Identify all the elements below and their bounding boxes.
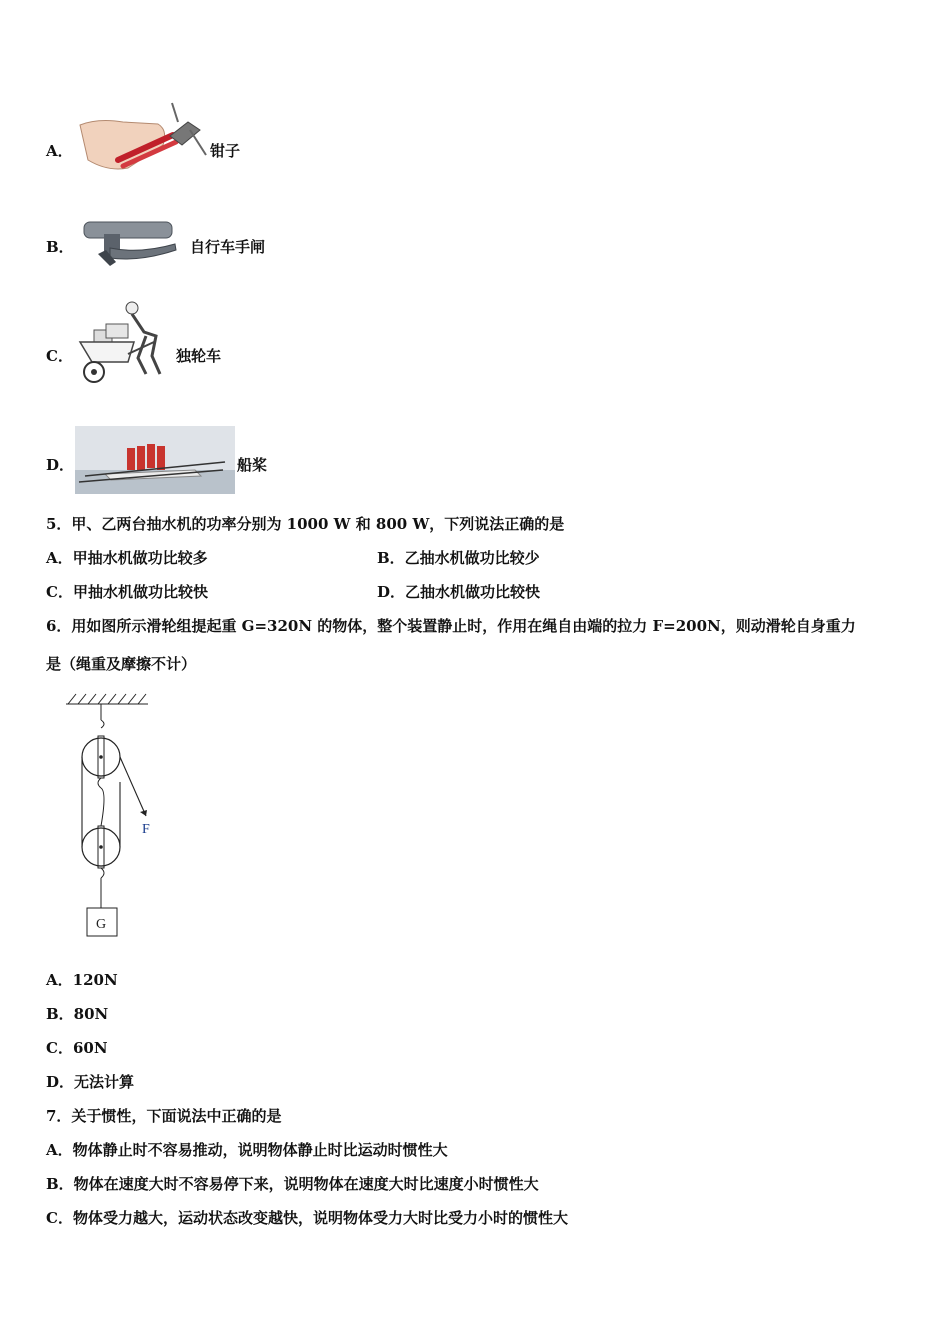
q6-option-b: B．80N <box>46 1005 109 1023</box>
q6-option-d: D．无法计算 <box>46 1073 135 1091</box>
option-letter: A． <box>46 142 73 160</box>
q7-stem: 7．关于惯性，下面说法中正确的是 <box>46 1107 282 1125</box>
q5-option-b: B．乙抽水机做功比较少 <box>377 549 540 567</box>
option-letter: B． <box>46 238 74 256</box>
weight-label: G <box>96 917 107 932</box>
option-caption: 船桨 <box>237 456 268 474</box>
rowing-oars-icon <box>75 426 235 494</box>
q5-option-c: C．甲抽水机做功比较快 <box>46 583 208 601</box>
q5-option-d: D．乙抽水机做功比较快 <box>377 583 541 601</box>
pulley-system-diagram <box>60 690 170 945</box>
option-caption: 自行车手闸 <box>190 238 266 256</box>
option-letter: D． <box>46 456 75 474</box>
option-caption: 钳子 <box>210 142 241 160</box>
wheelbarrow-icon <box>74 296 174 386</box>
bicycle-brake-icon <box>80 218 180 270</box>
pliers-icon <box>78 100 208 175</box>
q6-option-c: C．60N <box>46 1039 108 1057</box>
q7-option-c: C．物体受力越大，运动状态改变越快，说明物体受力大时比受力小时的惯性大 <box>46 1209 568 1227</box>
q6-stem-line2: 是（绳重及摩擦不计） <box>46 655 197 673</box>
force-label: F <box>142 822 150 837</box>
q7-option-b: B．物体在速度大时不容易停下来，说明物体在速度大时比速度小时惯性大 <box>46 1175 539 1193</box>
q5-option-a: A．甲抽水机做功比较多 <box>46 549 208 567</box>
q6-stem-line1: 6．用如图所示滑轮组提起重 G=320N 的物体，整个装置静止时，作用在绳自由端的拉力 F=200N，则动滑轮自身重力 <box>46 617 856 635</box>
q6-option-a: A．120N <box>46 971 118 989</box>
option-caption: 独轮车 <box>176 347 222 365</box>
option-letter: C． <box>46 347 73 365</box>
q5-stem: 5．甲、乙两台抽水机的功率分别为 1000 W 和 800 W，下列说法正确的是 <box>46 515 565 533</box>
q7-option-a: A．物体静止时不容易推动，说明物体静止时比运动时惯性大 <box>46 1141 448 1159</box>
